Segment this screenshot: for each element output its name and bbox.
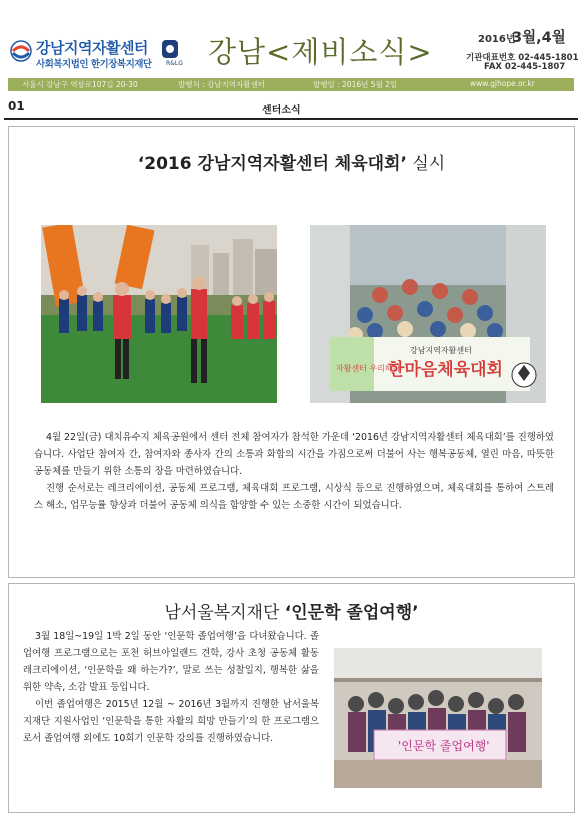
contact-fax: FAX 02-445-1807 [484, 62, 566, 72]
page-number: 01 [8, 99, 25, 113]
article-paragraph: 3월 18일~19일 1박 2일 동안 ‘인문학 졸업여행’을 다녀왔습니다. 졸업여행 프로그램으로는 포천 허브아일랜드 견학, 강사 초청 공동체 활동 레크리에이션, ‘인문학을 왜 하는가?’, 말로 쓰는 성찰일지, 행복한 삶을 위한 약속, 소감 발표 등입니다. [23, 631, 319, 693]
svg-text:R&LG: R&LG [166, 60, 183, 66]
issue-month: 3월,4월 [512, 30, 566, 46]
banner-main-text: 한마음체육대회 [388, 360, 503, 380]
article-title-main: ‘인문학 졸업여행’ [284, 603, 419, 623]
website-link[interactable]: www.gjhope.or.kr [470, 79, 535, 88]
address-text: 서울시 강남구 역삼로107길 20-30 [22, 80, 138, 89]
article-graduation-trip [8, 583, 575, 813]
article-title-suffix: 실시 [406, 154, 446, 174]
article-paragraph: 진행 순서로는 레크리에이션, 공동체 프로그램, 체육대회 프로그램, 시상식 등으로 진행하였으며, 체육대회를 통하여 스트레스 해소, 업무능률 향상과 더불어 공동체 의식을 함양할 수 있는 소중한 시간이 되었습니다. [34, 483, 554, 511]
banner-text: '인문학 졸업여행' [398, 739, 490, 753]
newsletter-title: 강남<제비소식> [208, 35, 433, 69]
publisher-text: 발행처 : 강남지역자활센터 [178, 80, 265, 89]
banner-side-text: 자활센터 우리하나 [336, 364, 401, 373]
article-paragraph: 이번 졸업여행은 2015년 12월 ~ 2016년 3월까지 진행한 남서울복지재단 지원사업인 ‘인문학을 통한 자활의 희망 만들기’의 한 프로그램으로서 졸업여행 외에도 10회기 인문학 강의를 진행하였습니다. [23, 699, 319, 744]
section-name: 센터소식 [262, 105, 301, 116]
org-subtitle: 사회복지법인 한기장복지재단 [36, 59, 152, 70]
brand-mark-icon [160, 38, 186, 66]
article-paragraph: 4월 22일(금) 대치유수지 체육공원에서 센터 전체 참여자가 참석한 가운데 ‘2016년 강남지역자활센터 체육대회’를 진행하였습니다. 사업단 참여자 간, 참여자와 종사자 간의 소통과 화합의 시간을 가짐으로써 더불어 사는 행복공동체, 열린 마음, 따뜻한 공동체를 만들기 위한 소통의 장을 마련하였습니다. [34, 432, 554, 477]
header-divider [4, 118, 578, 120]
org-name: 강남지역자활센터 [36, 39, 148, 57]
article-body [23, 628, 319, 747]
logo-icon [10, 40, 32, 62]
masthead [0, 0, 582, 76]
article-sports-day [8, 126, 575, 578]
contact-tel: 기관대표번호 02-445-1801 [466, 53, 579, 63]
article-title [9, 149, 574, 174]
banner-org-text: 강남지역자활센터 [410, 346, 472, 355]
article-body [34, 429, 554, 514]
article-title-main: ‘2016 강남지역자활센터 체육대회’ [137, 154, 407, 174]
article-title-prefix: 남서울복지재단 [164, 603, 285, 623]
photo-group-banner [310, 225, 546, 403]
issue-year: 2016년 [478, 34, 516, 45]
article-title [9, 598, 574, 623]
photo-sports-field [41, 225, 277, 403]
info-bar [8, 78, 574, 91]
issue-date-text: 발행일 : 2016년 5월 2일 [313, 80, 398, 89]
photo-graduation-group [334, 648, 542, 788]
